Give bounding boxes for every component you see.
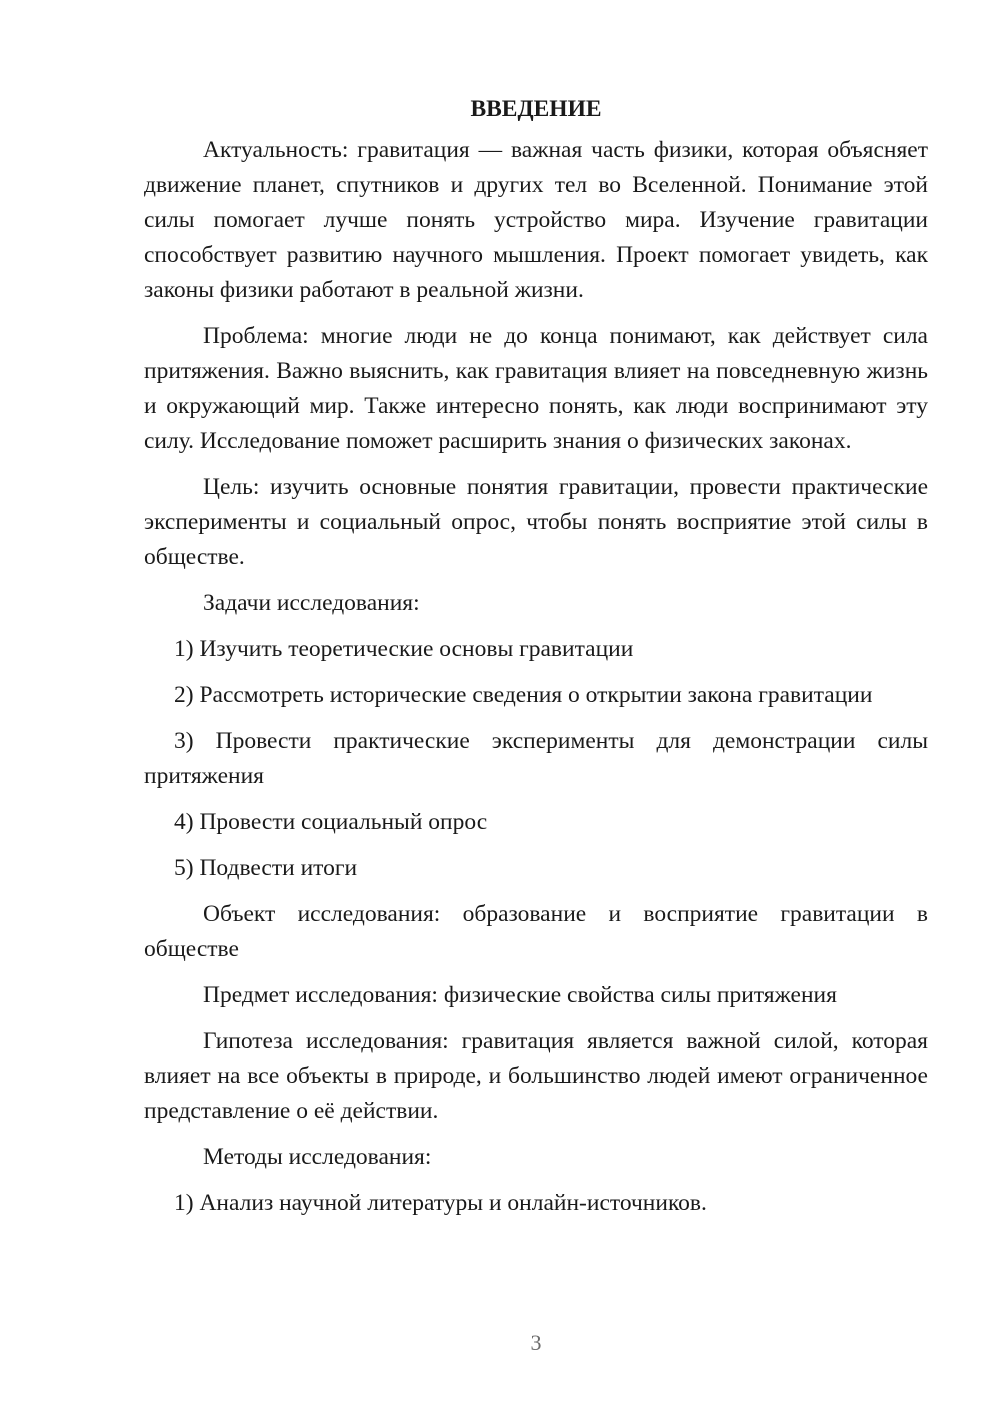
task-item-3: 3) Провести практические эксперименты для демонстрации силы притяжения	[144, 728, 928, 789]
task-item-4: 4) Провести социальный опрос	[174, 809, 488, 835]
task-item-2: 2) Рассмотреть исторические сведения о открытии закона гравитации	[174, 682, 873, 708]
research-hypothesis: Гипотеза исследования: гравитация является важной силой, которая влияет на все объекты в природе, и большинство людей имеют ограниченное представление о её действии.	[144, 1028, 928, 1124]
method-item-1: 1) Анализ научной литературы и онлайн-источников.	[174, 1190, 707, 1216]
tasks-heading: Задачи исследования:	[203, 590, 420, 616]
page-content	[144, 88, 928, 1232]
page-number: 3	[530, 1330, 542, 1355]
problem-paragraph: Проблема: многие люди не до конца понимают, как действует сила притяжения. Важно выяснить, как гравитация влияет на повседневную жизнь и окружающий мир. Также интересно понять, как люди воспринимают эту силу. Исследование поможет расширить знания о физических законах.	[144, 323, 928, 454]
section-title: ВВЕДЕНИЕ	[470, 96, 602, 122]
research-object: Объект исследования: образование и восприятие гравитации в обществе	[144, 901, 928, 962]
relevance-paragraph: Актуальность: гравитация — важная часть физики, которая объясняет движение планет, спутников и других тел во Вселенной. Понимание этой силы помогает лучше понять устройство мира. Изучение гравитации способствует развитию научного мышления. Проект помогает увидеть, как законы физики работают в реальной жизни.	[144, 137, 928, 303]
task-item-5: 5) Подвести итоги	[174, 855, 358, 881]
methods-heading: Методы исследования:	[203, 1144, 432, 1170]
task-item-1: 1) Изучить теоретические основы гравитации	[174, 636, 634, 662]
goal-paragraph: Цель: изучить основные понятия гравитации, провести практические эксперименты и социальный опрос, чтобы понять восприятие этой силы в обществе.	[144, 474, 928, 570]
research-subject: Предмет исследования: физические свойства силы притяжения	[203, 982, 837, 1008]
